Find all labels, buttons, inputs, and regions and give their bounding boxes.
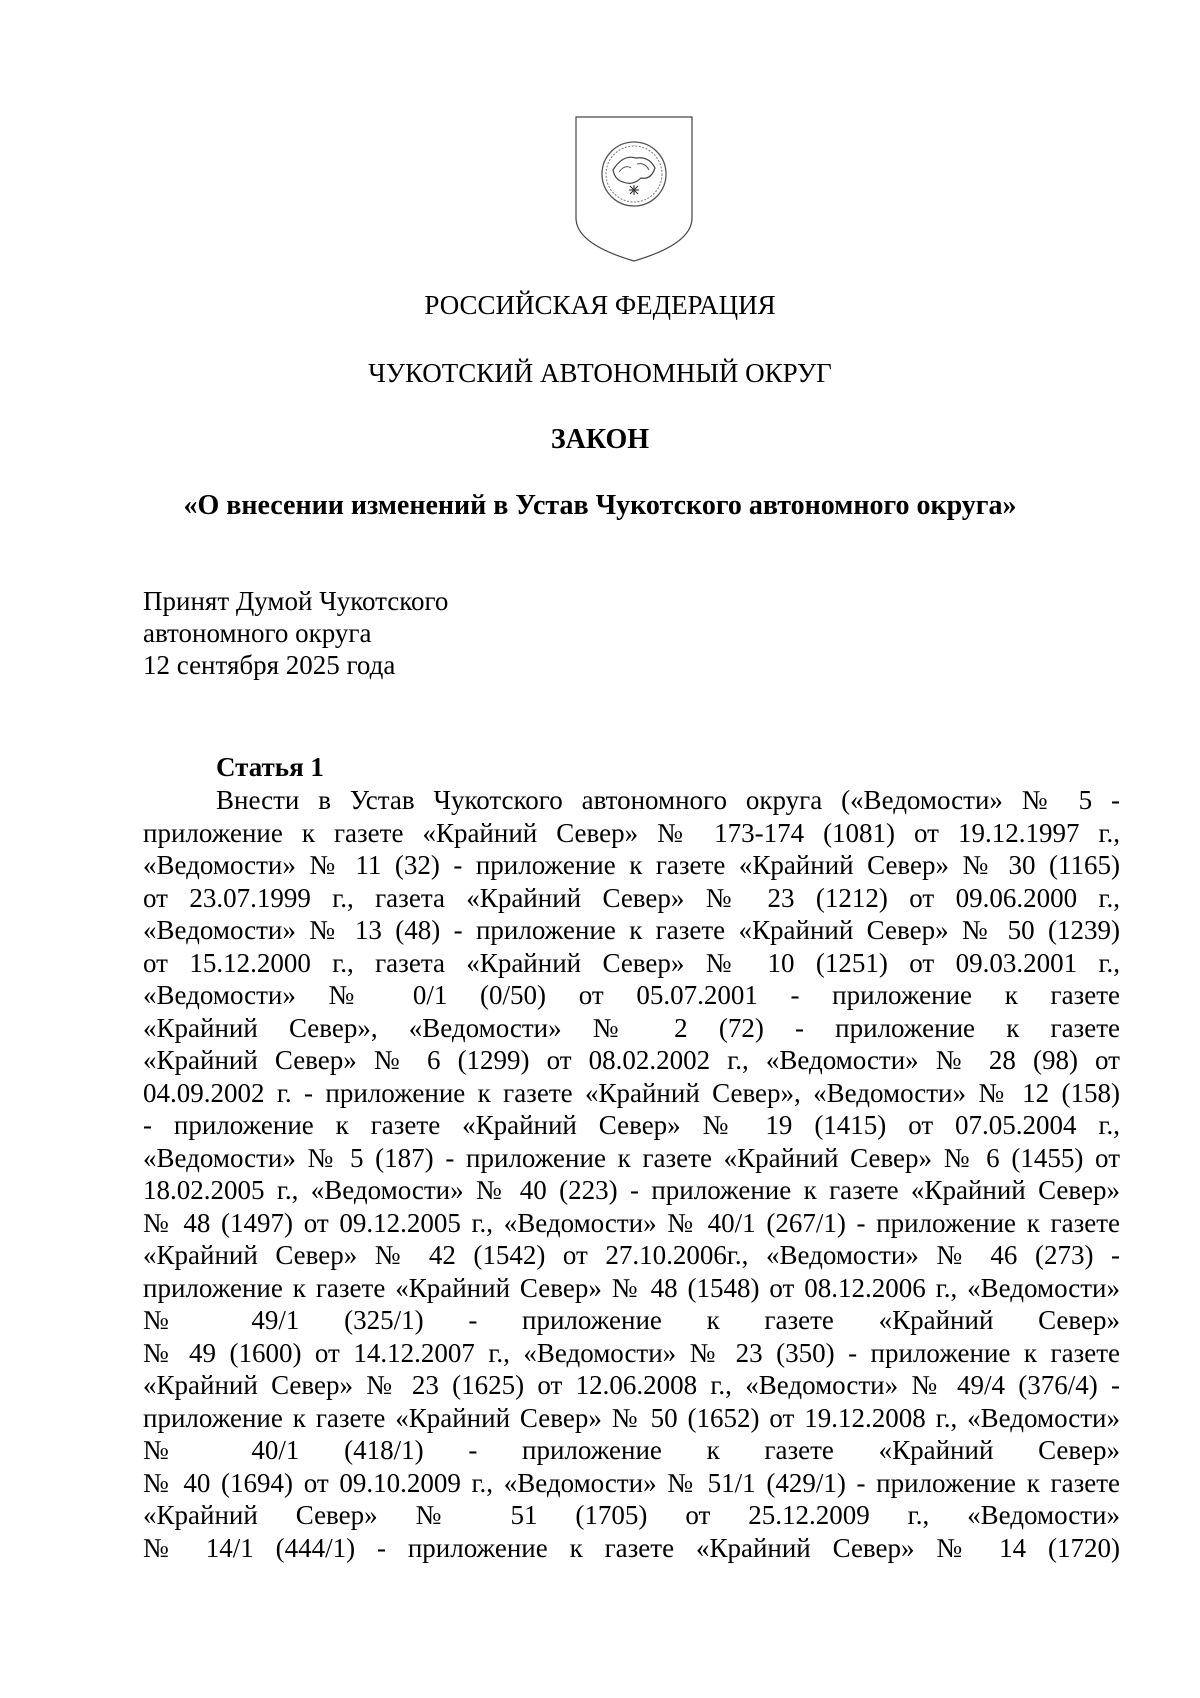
body-line: «Ведомости» № 0/1 (0/50) от 05.07.2001 - приложение к газете xyxy=(143,980,1120,1010)
adoption-line: автономного округа xyxy=(143,618,372,648)
body-line: приложение к газете «Крайний Север» № 173-174 (1081) от 19.12.1997 г., xyxy=(143,817,1120,848)
body-line: «Крайний Север» № 23 (1625) от 12.06.2008 г., «Ведомости» № 49/4 (376/4) - xyxy=(143,1370,1120,1400)
body-line: «Крайний Север» № 6 (1299) от 08.02.2002 г., «Ведомости» № 28 (98) от xyxy=(143,1045,1120,1075)
body-line: № 40/1 (418/1) - приложение к газете «Крайний Север» xyxy=(143,1435,1120,1465)
body-line: 04.09.2002 г. - приложение к газете «Крайний Север», «Ведомости» № 12 (158) xyxy=(143,1077,1120,1108)
body-line: «Ведомости» № 5 (187) - приложение к газете «Крайний Север» № 6 (1455) от xyxy=(143,1142,1120,1173)
adoption-date: 12 сентября 2025 года xyxy=(143,650,396,680)
region-heading: ЧУКОТСКИЙ АВТОНОМНЫЙ ОКРУГ xyxy=(368,358,832,388)
body-line: № 40 (1694) от 09.10.2009 г., «Ведомости» № 51/1 (429/1) - приложение к газете xyxy=(143,1467,1120,1498)
document-type-heading: ЗАКОН xyxy=(550,424,650,455)
article-body xyxy=(143,784,1120,1564)
body-line: «Крайний Север», «Ведомости» № 2 (72) - приложение к газете xyxy=(143,1012,1120,1043)
body-line: «Ведомости» № 11 (32) - приложение к газете «Крайний Север» № 30 (1165) xyxy=(143,850,1120,880)
chukotka-coat-of-arms-icon xyxy=(573,114,695,264)
body-line: № 48 (1497) от 09.12.2005 г., «Ведомости» № 40/1 (267/1) - приложение к газете xyxy=(143,1207,1120,1238)
body-line: Внести в Устав Чукотского автономного округа («Ведомости» № 5 - xyxy=(216,785,1120,815)
adoption-block xyxy=(143,585,448,681)
body-line: от 23.07.1999 г., газета «Крайний Север» № 23 (1212) от 09.06.2000 г., xyxy=(143,882,1120,913)
body-line: от 15.12.2000 г., газета «Крайний Север» № 10 (1251) от 09.03.2001 г., xyxy=(143,947,1120,978)
body-line: «Крайний Север» № 42 (1542) от 27.10.2006г., «Ведомости» № 46 (273) - xyxy=(143,1240,1120,1270)
body-line: № 49/1 (325/1) - приложение к газете «Крайний Север» xyxy=(143,1305,1120,1335)
body-line: «Ведомости» № 13 (48) - приложение к газете «Крайний Север» № 50 (1239) xyxy=(143,915,1120,945)
body-line: приложение к газете «Крайний Север» № 48 (1548) от 08.12.2006 г., «Ведомости» xyxy=(143,1272,1120,1303)
body-line: № 14/1 (444/1) - приложение к газете «Крайний Север» № 14 (1720) xyxy=(143,1532,1120,1563)
body-line: приложение к газете «Крайний Север» № 50 (1652) от 19.12.2008 г., «Ведомости» xyxy=(143,1402,1120,1433)
body-line: - приложение к газете «Крайний Север» № 19 (1415) от 07.05.2004 г., xyxy=(143,1110,1120,1140)
country-heading: РОССИЙСКАЯ ФЕДЕРАЦИЯ xyxy=(424,290,776,320)
body-line: № 49 (1600) от 14.12.2007 г., «Ведомости» № 23 (350) - приложение к газете xyxy=(143,1337,1120,1368)
adoption-line: Принят Думой Чукотского xyxy=(143,586,449,616)
body-line: «Крайний Север» № 51 (1705) от 25.12.2009 г., «Ведомости» xyxy=(143,1500,1120,1530)
law-title: «О внесении изменений в Устав Чукотского автономного округа» xyxy=(183,490,1017,521)
article-heading: Статья 1 xyxy=(216,752,324,782)
body-line: 18.02.2005 г., «Ведомости» № 40 (223) - приложение к газете «Крайний Север» xyxy=(143,1175,1120,1205)
